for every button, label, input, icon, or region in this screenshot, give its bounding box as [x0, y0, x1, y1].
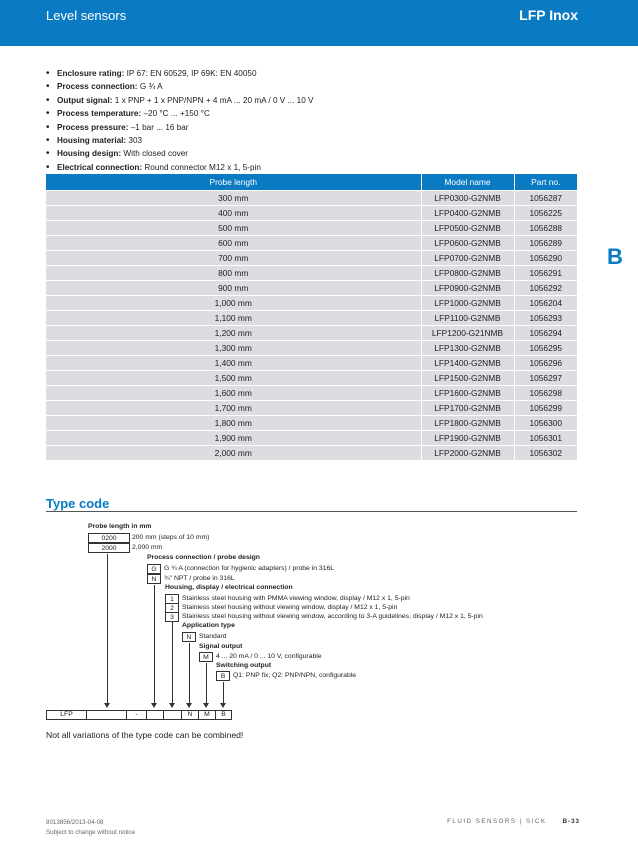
process-connection-label: Process connection / probe design [147, 554, 260, 561]
cell-probe-length: 1,500 mm [46, 370, 421, 385]
code-cell-connection [147, 711, 164, 719]
cell-part-no: 1056297 [514, 370, 577, 385]
spec-item: • Housing design: With closed cover [46, 147, 586, 160]
application-text: Standard [199, 633, 227, 640]
page-number: B-33 [562, 818, 580, 825]
cell-model-name: LFP1700-G2NMB [421, 400, 514, 415]
arrow-icon [104, 703, 110, 708]
cell-part-no: 1056298 [514, 385, 577, 400]
code-cell-dash: - [127, 711, 147, 719]
doc-number: 8013856/2013-04-08 [46, 819, 104, 826]
cell-part-no: 1056292 [514, 280, 577, 295]
switching-code: B [216, 671, 230, 681]
housing-text-2: Stainless steel housing without viewing window, display / M12 x 1, 5-pin [182, 604, 398, 611]
connector-line [154, 585, 155, 704]
table-row [46, 295, 577, 310]
arrow-icon [203, 703, 209, 708]
housing-label: Housing, display / electrical connection [165, 584, 293, 591]
cell-part-no: 1056300 [514, 415, 577, 430]
table-row [46, 355, 577, 370]
subject-note: Subject to change without notice [46, 829, 136, 836]
code-cell-application: N [182, 711, 199, 719]
housing-text-3: Stainless steel housing without viewing window, according to 3-A guidelines, display / M12 x 1, 5-pin [182, 613, 483, 620]
process-connection-text-1: G ¾ A (connection for hygienic adapters) / probe in 316L [164, 565, 335, 572]
footer-right [447, 818, 580, 825]
cell-probe-length: 600 mm [46, 235, 421, 250]
housing-code-2: 2 [165, 603, 179, 613]
cell-probe-length: 500 mm [46, 220, 421, 235]
spec-item: • Enclosure rating: IP 67: EN 60529, IP 69K: EN 40050 [46, 67, 586, 80]
cell-probe-length: 400 mm [46, 205, 421, 220]
cell-model-name: LFP2000-G2NMB [421, 445, 514, 460]
table-row [46, 445, 577, 460]
chapter-marker: B [607, 244, 623, 269]
spec-item: • Electrical connection: Round connector M12 x 1, 5-pin [46, 161, 586, 174]
process-connection-code-2: N [147, 574, 161, 584]
cell-part-no: 1056293 [514, 310, 577, 325]
table-row [46, 265, 577, 280]
signal-code: M [199, 652, 213, 662]
code-cell-length [87, 711, 127, 719]
cell-part-no: 1056291 [514, 265, 577, 280]
process-connection-text-2: ¾" NPT / probe in 316L [164, 575, 235, 582]
probe-length-text-2: 2,000 mm [132, 544, 163, 551]
cell-model-name: LFP1000-G2NMB [421, 295, 514, 310]
table-row [46, 385, 577, 400]
housing-code-3: 3 [165, 612, 179, 622]
code-cell-housing [164, 711, 182, 719]
probe-length-label: Probe length in mm [88, 523, 152, 530]
cell-part-no: 1056287 [514, 190, 577, 205]
cell-probe-length: 1,600 mm [46, 385, 421, 400]
table-row [46, 415, 577, 430]
cell-part-no: 1056290 [514, 250, 577, 265]
probe-length-text-1: 200 mm (steps of 10 mm) [132, 534, 210, 541]
table-row [46, 430, 577, 445]
product-title: LFP Inox [519, 7, 578, 23]
cell-model-name: LFP1300-G2NMB [421, 340, 514, 355]
cell-model-name: LFP1800-G2NMB [421, 415, 514, 430]
ordering-table [46, 174, 577, 460]
cell-part-no: 1056299 [514, 400, 577, 415]
cell-probe-length: 1,900 mm [46, 430, 421, 445]
type-code-bar [46, 710, 232, 720]
footer-brand: FLUID SENSORS | SICK [447, 818, 547, 825]
cell-model-name: LFP0500-G2NMB [421, 220, 514, 235]
table-row [46, 340, 577, 355]
cell-probe-length: 700 mm [46, 250, 421, 265]
cell-part-no: 1056225 [514, 205, 577, 220]
probe-length-code-2: 2000 [88, 543, 130, 553]
spec-item: • Process pressure: –1 bar ... 16 bar [46, 121, 586, 134]
cell-model-name: LFP0300-G2NMB [421, 190, 514, 205]
code-cell-prefix: LFP [47, 711, 87, 719]
process-connection-code-1: G [147, 564, 161, 574]
spec-item: • Process temperature: –20 °C ... +150 °C [46, 107, 586, 120]
code-cell-switching: B [221, 711, 226, 718]
cell-model-name: LFP0800-G2NMB [421, 265, 514, 280]
arrow-icon [220, 703, 226, 708]
cell-part-no: 1056289 [514, 235, 577, 250]
cell-part-no: 1056288 [514, 220, 577, 235]
cell-probe-length: 2,000 mm [46, 445, 421, 460]
cell-model-name: LFP0700-G2NMB [421, 250, 514, 265]
switching-text: Q1: PNP fix; Q2: PNP/NPN, configurable [233, 672, 357, 679]
spec-list [46, 67, 586, 174]
cell-part-no: 1056204 [514, 295, 577, 310]
cell-probe-length: 1,300 mm [46, 340, 421, 355]
type-code-title: Type code [46, 496, 110, 511]
arrow-icon [169, 703, 175, 708]
application-code: N [182, 632, 196, 642]
application-type-label: Application type [182, 622, 235, 629]
header-part-no: Part no. [514, 174, 577, 190]
table-row [46, 325, 577, 340]
connector-line [223, 682, 224, 704]
probe-length-code-1: 0200 [88, 533, 130, 543]
spec-item: • Housing material: 303 [46, 134, 586, 147]
spec-item: • Output signal: 1 x PNP + 1 x PNP/NPN + 4 mA ... 20 mA / 0 V ... 10 V [46, 94, 586, 107]
header-probe-length: Probe length [46, 174, 421, 190]
cell-model-name: LFP1600-G2NMB [421, 385, 514, 400]
cell-probe-length: 1,100 mm [46, 310, 421, 325]
switching-output-label: Switching output [216, 662, 272, 669]
cell-model-name: LFP0400-G2NMB [421, 205, 514, 220]
spec-item: • Process connection: G ¾ A [46, 80, 586, 93]
cell-model-name: LFP1900-G2NMB [421, 430, 514, 445]
cell-model-name: LFP1100-G2NMB [421, 310, 514, 325]
table-row [46, 190, 577, 205]
cell-part-no: 1056295 [514, 340, 577, 355]
cell-part-no: 1056296 [514, 355, 577, 370]
cell-probe-length: 1,700 mm [46, 400, 421, 415]
cell-probe-length: 1,200 mm [46, 325, 421, 340]
cell-model-name: LFP0900-G2NMB [421, 280, 514, 295]
connector-line [206, 663, 207, 704]
table-row [46, 235, 577, 250]
cell-probe-length: 300 mm [46, 190, 421, 205]
code-cell-signal: M [199, 711, 216, 719]
cell-probe-length: 800 mm [46, 265, 421, 280]
cell-probe-length: 1,000 mm [46, 295, 421, 310]
housing-code-1: 1 [165, 594, 179, 604]
footer-left [46, 818, 135, 838]
cell-model-name: LFP1200-G21NMB [421, 325, 514, 340]
cell-probe-length: 900 mm [46, 280, 421, 295]
cell-part-no: 1056302 [514, 445, 577, 460]
arrow-icon [186, 703, 192, 708]
cell-part-no: 1056301 [514, 430, 577, 445]
section-title: Level sensors [46, 8, 127, 23]
signal-output-label: Signal output [199, 643, 243, 650]
table-row [46, 400, 577, 415]
table-row [46, 370, 577, 385]
table-row [46, 250, 577, 265]
page-header [0, 0, 638, 46]
combination-note: Not all variations of the type code can be combined! [46, 730, 244, 740]
table-row [46, 280, 577, 295]
header-model-name: Model name [421, 174, 514, 190]
housing-text-1: Stainless steel housing with PMMA viewing window, display / M12 x 1, 5-pin [182, 595, 410, 602]
table-row [46, 205, 577, 220]
connector-line [189, 643, 190, 704]
cell-probe-length: 1,400 mm [46, 355, 421, 370]
table-row [46, 310, 577, 325]
table-row [46, 220, 577, 235]
divider [46, 511, 577, 512]
arrow-icon [151, 703, 157, 708]
cell-probe-length: 1,800 mm [46, 415, 421, 430]
signal-text: 4 ... 20 mA / 0 ... 10 V, configurable [216, 653, 322, 660]
cell-model-name: LFP1400-G2NMB [421, 355, 514, 370]
cell-model-name: LFP0600-G2NMB [421, 235, 514, 250]
connector-line [107, 554, 108, 704]
table-body [46, 190, 577, 460]
cell-model-name: LFP1500-G2NMB [421, 370, 514, 385]
connector-line [172, 622, 173, 704]
cell-part-no: 1056294 [514, 325, 577, 340]
